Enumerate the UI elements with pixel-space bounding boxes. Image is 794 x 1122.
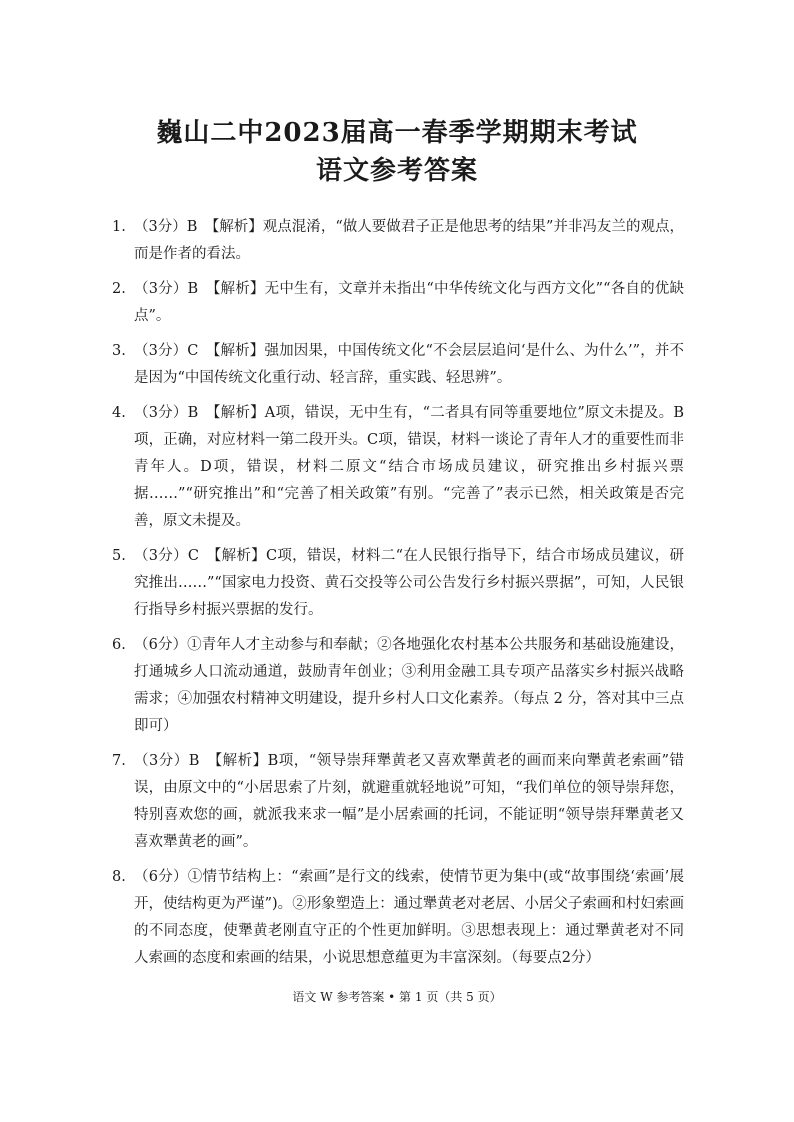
item-number: 1. xyxy=(112,219,126,235)
item-text: （6分）①情节结构上：“索画”是行文的线索，使情节更为集中(或“故事围绕‘索画’展开，使结构更为严谨”)。②形象塑造上：通过犟黄老对老居、小居父子索画和村妇索画的不同态度，使犟黄老刚直守正的个性更加鲜明。③思想表现上：通过犟黄老对不同人索画的态度和索画的结果，小说思想意蕴更为丰富深刻。（每要点2分） xyxy=(134,869,684,966)
item-number: 2. xyxy=(112,281,126,297)
exam-title: 巍山二中2023届高一春季学期期末考试 xyxy=(156,118,638,148)
answer-item-4 xyxy=(112,400,684,535)
item-number: 6. xyxy=(112,637,126,653)
item-number: 3. xyxy=(112,343,126,359)
item-text: （3分）B 【解析】观点混淆，“做人要做君子正是他思考的结果”并非冯友兰的观点，而是作者的看法。 xyxy=(134,219,684,262)
answer-list xyxy=(112,214,684,980)
item-text: （6分）①青年人才主动参与和奉献；②各地强化农村基本公共服务和基础设施建设，打通城乡人口流动通道，鼓励青年创业；③利用金融工具专项产品落实乡村振兴战略需求；④加强农村精神文明建设，提升乡村人口文化素养。（每点 2 分，答对其中三点即可） xyxy=(134,637,684,734)
item-text: （3分）C 【解析】C项，错误，材料二“在人民银行指导下，结合市场成员建议，研究推出……”“国家电力投资、黄石交投等公司公告发行乡村振兴票据”，可知，人民银行指导乡村振兴票据的发行。 xyxy=(134,548,684,618)
item-text: （3分）B 【解析】B项，“领导崇拜犟黄老又喜欢犟黄老的画而来向犟黄老索画”错误，由原文中的“小居思索了片刻，就避重就轻地说”可知，“我们单位的领导崇拜您，特别喜欢您的画，就派我来求一幅”是小居索画的托词，不能证明“领导崇拜犟黄老又喜欢犟黄老的画”。 xyxy=(134,753,684,850)
answer-item-8 xyxy=(112,864,684,972)
answer-item-2 xyxy=(112,276,684,330)
item-text: （3分）B 【解析】无中生有，文章并未指出“中华传统文化与西方文化”“各自的优缺点”。 xyxy=(134,281,684,324)
answer-item-7 xyxy=(112,748,684,856)
answer-item-5 xyxy=(112,543,684,624)
answer-item-1 xyxy=(112,214,684,268)
answer-item-3 xyxy=(112,338,684,392)
item-number: 5. xyxy=(112,548,126,564)
item-text: （3分）B 【解析】A项，错误，无中生有，“二者具有同等重要地位”原文未提及。B项，正确，对应材料一第二段开头。C项，错误，材料一谈论了青年人才的重要性而非青年人。D项，错误，材料二原文“结合市场成员建议，研究推出乡村振兴票据……”“研究推出”和“完善了相关政策”有别。“完善了”表示已然，相关政策是否完善，原文未提及。 xyxy=(134,405,684,529)
page-footer: 语文 W 参考答案 • 第 1 页（共 5 页） xyxy=(292,990,502,1004)
item-number: 8. xyxy=(112,869,126,885)
item-number: 4. xyxy=(112,405,126,421)
answer-key-title: 语文参考答案 xyxy=(315,156,478,186)
answer-item-6 xyxy=(112,632,684,740)
item-text: （3分）C 【解析】强加因果，中国传统文化“不会层层追问‘是什么、为什么’”，并不是因为“中国传统文化重行动、轻言辞，重实践、轻思辨”。 xyxy=(134,343,684,386)
item-number: 7. xyxy=(112,753,126,769)
